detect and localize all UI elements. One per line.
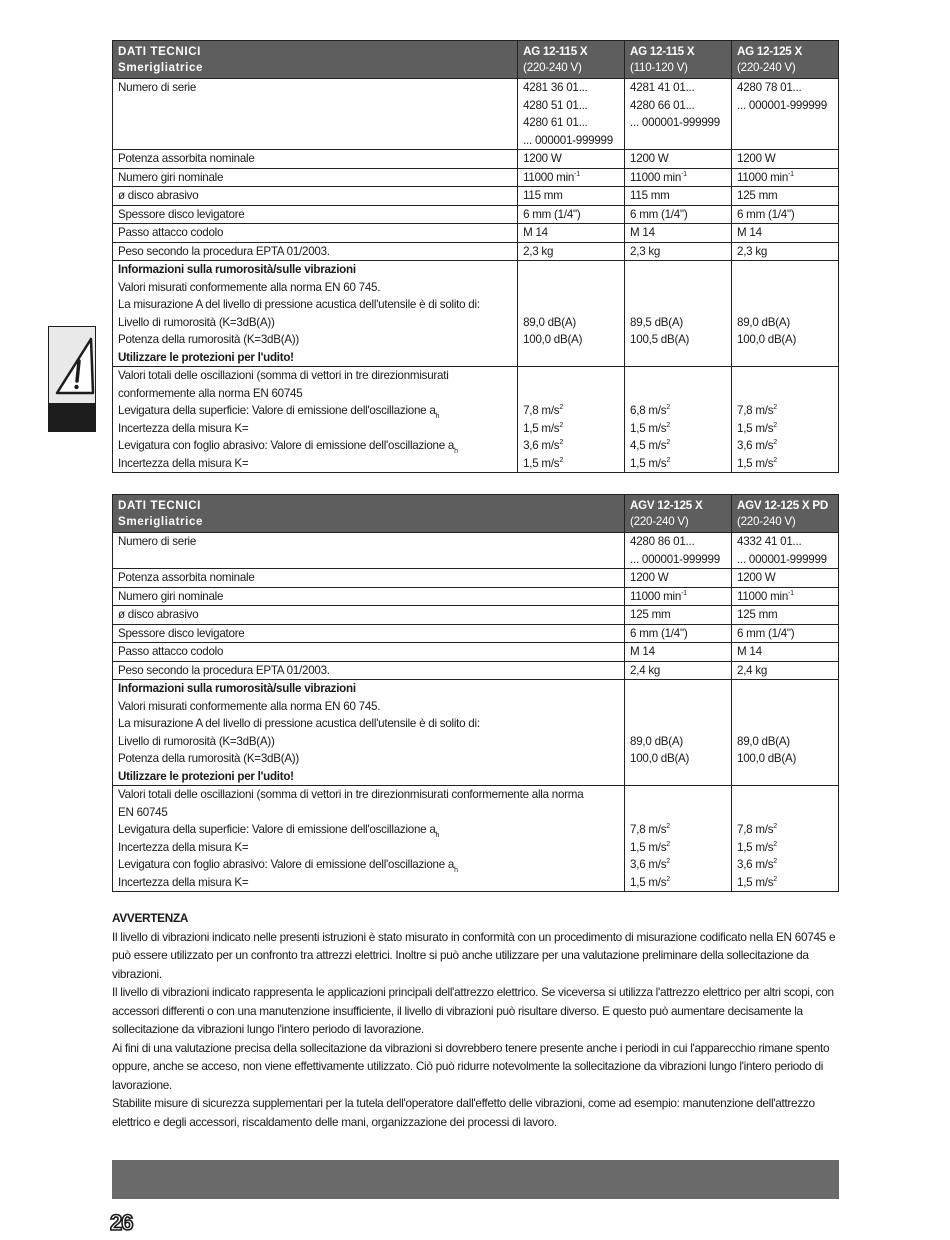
paper-k-value: 1,5 $m/s^2$ <box>630 456 670 470</box>
speed-value: 11000 min <box>630 589 682 603</box>
table-row <box>113 533 839 569</box>
model-voltage: (220-240 V) <box>523 61 582 74</box>
paper-value: 4,5 $m/s^2$ <box>630 439 670 452</box>
noise-info-cell <box>113 261 518 367</box>
model-header-cell <box>732 41 839 79</box>
row-label: Potenza assorbita nominale <box>113 569 625 588</box>
noise-level-value: 89,0 dB(A) <box>737 734 790 748</box>
unit-exponent: -1 <box>574 170 580 178</box>
model-voltage: (220-240 V) <box>737 61 796 74</box>
paper-value: 3,6 $m/s^2$ <box>523 439 563 452</box>
vibration-info-cell <box>113 367 518 473</box>
tech-data-table-1 <box>112 40 839 473</box>
row-value: 6 mm (1/4") <box>518 205 625 224</box>
vibration-row <box>113 367 839 473</box>
table-row <box>113 624 839 643</box>
vibration-intro: conformemente alla norma EN 60745 <box>118 386 303 400</box>
noise-info-cell <box>113 680 625 786</box>
hearing-protection-note: Utilizzare le protezioni per l'udito! <box>118 350 294 364</box>
paper-value: 3,6 $m/s^2$ <box>630 858 670 871</box>
noise-value-cell <box>732 680 839 786</box>
noise-level-label: Livello di rumorosità (K=3dB(A)) <box>118 734 275 748</box>
noise-power-value: 100,5 dB(A) <box>630 333 690 346</box>
row-label: Potenza assorbita nominale <box>113 150 518 169</box>
model-name: AGV 12-125 X <box>630 499 703 512</box>
header-title: DATI TECNICI <box>118 45 201 58</box>
model-name: AG 12-115 X <box>523 45 588 58</box>
row-value: 115 mm <box>518 187 625 206</box>
model-voltage: (220-240 V) <box>737 515 796 528</box>
model-header-cell <box>518 41 625 79</box>
row-value: 1200 W <box>625 569 732 588</box>
row-label: Numero di serie <box>113 533 625 569</box>
row-value: 1200 W <box>732 150 839 169</box>
noise-value-cell <box>732 261 839 367</box>
noise-line: La misurazione A del livello di pressione acustica dell'utensile è di solito di: <box>118 717 480 730</box>
row-label: Peso secondo la procedura EPTA 01/2003. <box>113 661 625 680</box>
noise-power-value: 100,0 dB(A) <box>523 333 583 346</box>
model-name: AG 12-125 X <box>737 45 802 58</box>
noise-line: Valori misurati conformemente alla norma EN 60 745. <box>118 699 381 713</box>
table-row <box>113 587 839 606</box>
row-value: 2,3 kg <box>625 242 732 261</box>
row-value: 6 mm (1/4") <box>732 624 839 643</box>
noise-power-label: Potenza della rumorosità (K=3dB(A)) <box>118 752 300 765</box>
row-value: 2,3 kg <box>518 242 625 261</box>
table-row <box>113 224 839 243</box>
header-title-cell <box>113 495 625 533</box>
row-value <box>625 168 732 187</box>
uncertainty-label: Incertezza della misura K= <box>118 875 249 889</box>
row-label: Spessore disco levigatore <box>113 624 625 643</box>
unit-exponent: -1 <box>681 170 687 178</box>
noise-line: La misurazione A del livello di pressione acustica dell'utensile è di solito di: <box>118 298 480 311</box>
model-name: AGV 12-125 X PD <box>737 499 828 512</box>
serial-value: 4280 78 01... <box>737 81 802 94</box>
surface-label: Levigatura della superficie: Valore di emissione dell'oscillazione $a_h$ <box>118 404 440 420</box>
noise-value-cell <box>518 261 625 367</box>
page-number: 26 <box>110 1210 133 1235</box>
model-voltage: (220-240 V) <box>630 515 689 528</box>
vibration-value-cell <box>518 367 625 473</box>
table-row <box>113 606 839 625</box>
paper-value: 3,6 $m/s^2$ <box>737 858 777 871</box>
unit-exponent: -1 <box>788 170 794 178</box>
unit-exponent: -1 <box>788 589 794 597</box>
serial-value: 4280 51 01... <box>523 98 588 112</box>
row-value: M 14 <box>732 224 839 243</box>
warning-title: AVVERTENZA <box>112 911 189 925</box>
noise-row <box>113 680 839 786</box>
paper-k-value: 1,5 $m/s^2$ <box>523 456 563 470</box>
paper-label: Levigatura con foglio abrasivo: Valore di emissione dell'oscillazione $a_h$ <box>118 858 458 874</box>
surface-k-value: 1,5 $m/s^2$ <box>737 840 777 854</box>
table-row <box>113 242 839 261</box>
model-header-cell <box>625 41 732 79</box>
paper-k-value: 1,5 $m/s^2$ <box>737 456 777 470</box>
vibration-intro: Valori totali delle oscillazioni (somma di vettori in tre direzionmisurati conformemente alla norma <box>118 788 584 801</box>
table-header-row <box>113 495 839 533</box>
serial-value: ... 000001-999999 <box>737 98 827 112</box>
surface-value: 7,8 $m/s^2$ <box>737 404 777 417</box>
row-value: 6 mm (1/4") <box>625 624 732 643</box>
table-row <box>113 187 839 206</box>
serial-cell <box>518 79 625 150</box>
row-value: M 14 <box>625 224 732 243</box>
row-label: Passo attacco codolo <box>113 224 518 243</box>
hearing-protection-note: Utilizzare le protezioni per l'udito! <box>118 769 294 783</box>
noise-level-label: Livello di rumorosità (K=3dB(A)) <box>118 315 275 329</box>
paper-value: 3,6 $m/s^2$ <box>737 439 777 452</box>
row-value: M 14 <box>625 643 732 662</box>
row-value: 2,4 kg <box>625 661 732 680</box>
footer-bar <box>112 1160 839 1199</box>
row-value: 1200 W <box>625 150 732 169</box>
row-value: 1200 W <box>518 150 625 169</box>
row-value: 125 mm <box>732 187 839 206</box>
table-row <box>113 79 839 150</box>
surface-label: Levigatura della superficie: Valore di emissione dell'oscillazione $a_h$ <box>118 823 440 839</box>
table-header-row <box>113 41 839 79</box>
surface-k-value: 1,5 $m/s^2$ <box>630 421 670 435</box>
noise-level-value: 89,0 dB(A) <box>523 315 576 329</box>
table-row <box>113 643 839 662</box>
row-value: 1200 W <box>732 569 839 588</box>
row-value <box>732 587 839 606</box>
noise-power-value: 100,0 dB(A) <box>737 752 797 765</box>
noise-level-value: 89,5 dB(A) <box>630 315 683 329</box>
row-value <box>625 587 732 606</box>
surface-k-value: 1,5 $m/s^2$ <box>630 840 670 854</box>
noise-value-cell <box>625 261 732 367</box>
uncertainty-label: Incertezza della misura K= <box>118 840 249 854</box>
speed-value: 11000 min <box>630 170 682 184</box>
row-value: 2,3 kg <box>732 242 839 261</box>
noise-level-value: 89,0 dB(A) <box>737 315 790 329</box>
row-value: 2,4 kg <box>732 661 839 680</box>
serial-cell <box>625 533 732 569</box>
vibration-intro: EN 60745 <box>118 805 168 819</box>
header-title: DATI TECNICI <box>118 499 201 512</box>
row-label: ø disco abrasivo <box>113 606 625 625</box>
noise-power-label: Potenza della rumorosità (K=3dB(A)) <box>118 333 300 346</box>
noise-power-value: 100,0 dB(A) <box>630 752 690 765</box>
unit-exponent: -1 <box>681 589 687 597</box>
row-label: ø disco abrasivo <box>113 187 518 206</box>
speed-value: 11000 min <box>523 170 575 184</box>
row-value: 125 mm <box>625 606 732 625</box>
table-row <box>113 205 839 224</box>
table-row <box>113 661 839 680</box>
surface-k-value: 1,5 $m/s^2$ <box>737 421 777 435</box>
serial-cell <box>732 533 839 569</box>
warning-section <box>112 909 847 1131</box>
warning-sidebar-tab <box>48 326 96 432</box>
serial-value: ... 000001-999999 <box>630 116 720 129</box>
tech-data-table-2 <box>112 494 839 892</box>
vibration-row <box>113 786 839 892</box>
header-title-cell <box>113 41 518 79</box>
surface-value: 7,8 $m/s^2$ <box>630 823 670 836</box>
serial-cell <box>625 79 732 150</box>
vibration-value-cell <box>732 786 839 892</box>
vibration-value-cell <box>625 786 732 892</box>
warning-paragraph: Stabilite misure di sicurezza supplementari per la tutela dell'operatore dall'effetto delle vibrazioni, come ad esempio: manutenzione dell'attrezzo elettrico e degli accessori, riscaldamento delle mani, organizzazione dei processi di lavoro. <box>112 1096 815 1129</box>
row-value: 6 mm (1/4") <box>732 205 839 224</box>
header-subtitle: Smerigliatrice <box>118 515 204 528</box>
serial-value: ... 000001-999999 <box>523 133 613 147</box>
uncertainty-label: Incertezza della misura K= <box>118 456 249 470</box>
surface-value: 7,8 $m/s^2$ <box>523 404 563 417</box>
model-header-cell <box>732 495 839 533</box>
paper-k-value: 1,5 $m/s^2$ <box>737 875 777 889</box>
model-header-cell <box>625 495 732 533</box>
serial-value: ... 000001-999999 <box>737 552 827 566</box>
model-voltage: (110-120 V) <box>630 61 688 74</box>
serial-value: 4280 86 01... <box>630 535 695 548</box>
header-subtitle: Smerigliatrice <box>118 61 204 74</box>
serial-value: 4280 61 01... <box>523 116 588 129</box>
model-name: AG 12-115 X <box>630 45 695 58</box>
noise-value-cell <box>625 680 732 786</box>
serial-value: ... 000001-999999 <box>630 552 720 566</box>
serial-value: 4281 36 01... <box>523 81 588 94</box>
row-value: M 14 <box>518 224 625 243</box>
row-label: Spessore disco levigatore <box>113 205 518 224</box>
row-label: Passo attacco codolo <box>113 643 625 662</box>
serial-cell <box>732 79 839 150</box>
row-value: 115 mm <box>625 187 732 206</box>
paper-label: Levigatura con foglio abrasivo: Valore di emissione dell'oscillazione $a_h$ <box>118 439 458 455</box>
table-row <box>113 168 839 187</box>
row-label: Numero di serie <box>113 79 518 150</box>
row-label: Peso secondo la procedura EPTA 01/2003. <box>113 242 518 261</box>
row-value: 6 mm (1/4") <box>625 205 732 224</box>
noise-level-value: 89,0 dB(A) <box>630 734 683 748</box>
uncertainty-label: Incertezza della misura K= <box>118 421 249 435</box>
warning-paragraph: Il livello di vibrazioni indicato rappresenta le applicazioni principali dell'attrezzo elettrico. Se viceversa si utilizza l'attrezzo elettrico per altri scopi, con accessori differenti o con una manutenzione insufficiente, il livello di vibrazioni può risultare diverso. E questo può aumentare decisamente la sollecitazione da vibrazioni lungo l'intero periodo di lavorazione. <box>112 985 834 1036</box>
vibration-value-cell <box>625 367 732 473</box>
row-label: Numero giri nominale <box>113 168 518 187</box>
warning-triangle-icon <box>51 335 95 397</box>
noise-row <box>113 261 839 367</box>
noise-title: Informazioni sulla rumorosità/sulle vibrazioni <box>118 263 356 276</box>
serial-value: 4280 66 01... <box>630 98 695 112</box>
serial-value: 4332 41 01... <box>737 535 802 548</box>
table-row <box>113 150 839 169</box>
vibration-intro: Valori totali delle oscillazioni (somma di vettori in tre direzionmisurati <box>118 369 449 382</box>
warning-paragraph: Ai fini di una valutazione precisa della sollecitazione da vibrazioni si dovrebbero tenere presente anche i periodi in cui l'apparecchio rimane spento oppure, anche se acceso, non viene effettivamente utilizzato. Ciò può ridurre notevolmente la sollecitazione da vibrazioni lungo l'intero periodo di lavorazione. <box>112 1040 830 1092</box>
surface-value: 7,8 $m/s^2$ <box>737 823 777 836</box>
noise-power-value: 100,0 dB(A) <box>737 333 797 346</box>
paper-k-value: 1,5 $m/s^2$ <box>630 875 670 889</box>
speed-value: 11000 min <box>737 170 789 184</box>
surface-k-value: 1,5 $m/s^2$ <box>523 421 563 435</box>
warning-paragraph: Il livello di vibrazioni indicato nelle presenti istruzioni è stato misurato in conformità con un procedimento di misurazione codificato nella EN 60745 e può essere utilizzato per un confronto tra attrezzi elettrici. Inoltre si può anche utilizzare per una valutazione preliminare della sollecitazione da vibrazioni. <box>112 929 836 981</box>
row-value <box>732 168 839 187</box>
row-label: Numero giri nominale <box>113 587 625 606</box>
vibration-value-cell <box>732 367 839 473</box>
speed-value: 11000 min <box>737 589 789 603</box>
serial-value: 4281 41 01... <box>630 81 695 94</box>
table-row <box>113 569 839 588</box>
surface-value: 6,8 $m/s^2$ <box>630 404 670 417</box>
noise-line: Valori misurati conformemente alla norma EN 60 745. <box>118 280 381 294</box>
row-value <box>518 168 625 187</box>
noise-title: Informazioni sulla rumorosità/sulle vibrazioni <box>118 682 356 695</box>
row-value: M 14 <box>732 643 839 662</box>
row-value: 125 mm <box>732 606 839 625</box>
vibration-info-cell <box>113 786 625 892</box>
